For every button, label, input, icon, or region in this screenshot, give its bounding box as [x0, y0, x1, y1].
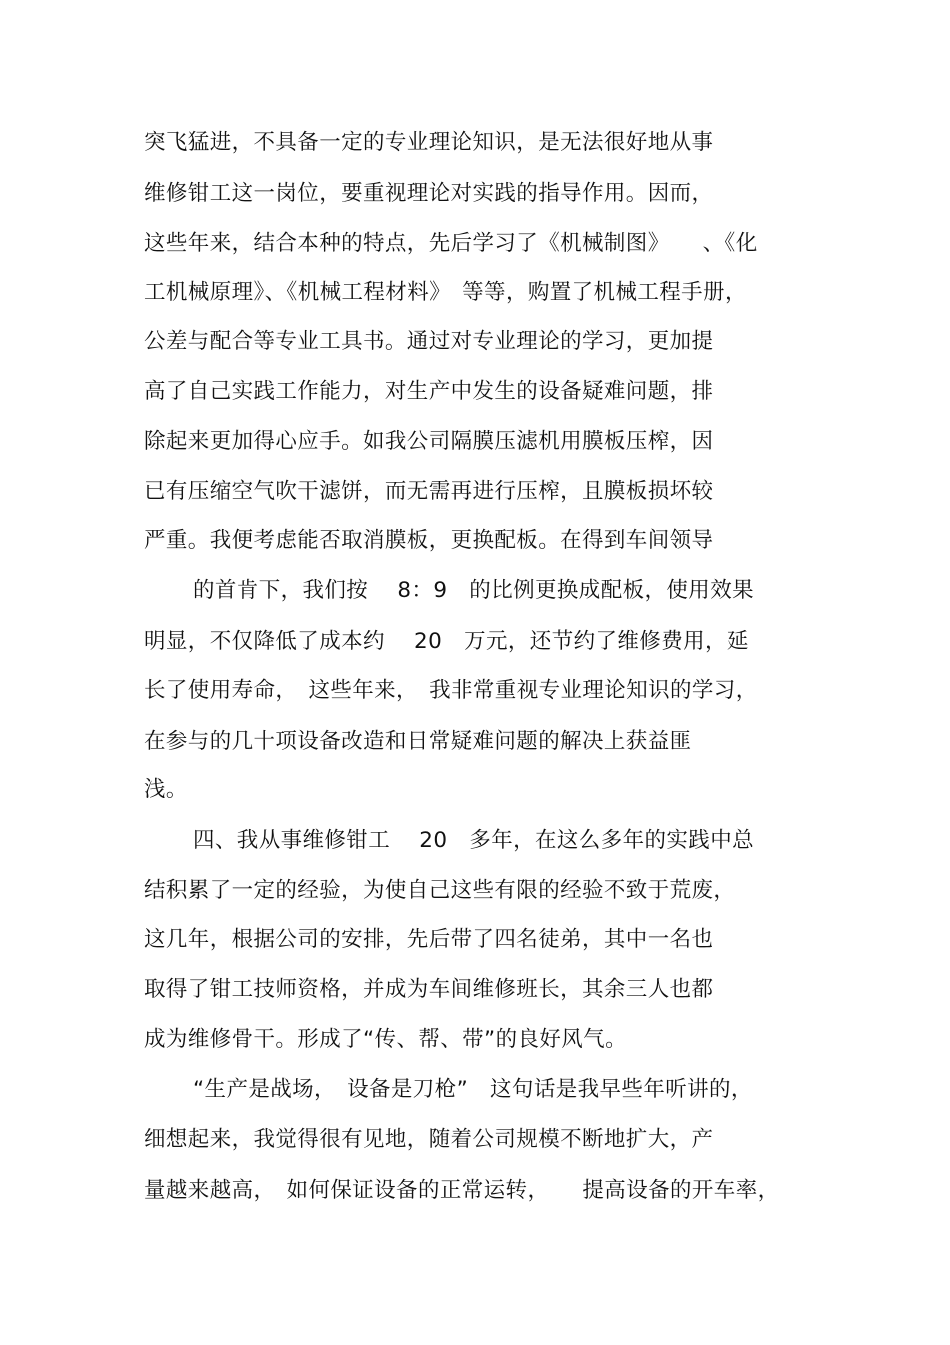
text-line: 这些年来，结合本种的特点，先后学习了《机械制图》 、《化	[144, 231, 758, 256]
text-line: 严重。我便考虑能否取消膜板，更换配板。在得到车间领导	[144, 528, 714, 553]
text-line: 除起来更加得心应手。如我公司隔膜压滤机用膜板压榨，因	[144, 429, 714, 454]
text-line: 量越来越高， 如何保证设备的正常运转， 提高设备的开车率，	[144, 1178, 780, 1203]
text-line: 结积累了一定的经验，为使自己这些有限的经验不致于荒废，	[144, 878, 736, 903]
text-line: 已有压缩空气吹干滤饼，而无需再进行压榨，且膜板损坏较	[144, 479, 714, 504]
text-line: 的首肯下，我们按 8：9 的比例更换成配板，使用效果	[193, 578, 754, 603]
text-line: 工机械原理》、《机械工程材料》 等等，购置了机械工程手册，	[144, 280, 747, 305]
text-line: 高了自己实践工作能力，对生产中发生的设备疑难问题，排	[144, 379, 714, 404]
text-line: 公差与配合等专业工具书。通过对专业理论的学习，更加提	[144, 329, 714, 354]
text-line: 浅。	[144, 777, 188, 802]
text-line: 四、我从事维修钳工 20 多年，在这么多年的实践中总	[193, 828, 754, 853]
text-line: 长了使用寿命， 这些年来， 我非常重视专业理论知识的学习，	[144, 678, 758, 703]
text-line: “生产是战场， 设备是刀枪” 这句话是我早些年听讲的，	[193, 1077, 753, 1102]
text-line: 细想起来，我觉得很有见地，随着公司规模不断地扩大，产	[144, 1127, 714, 1152]
text-line: 明显，不仅降低了成本约 20 万元，还节约了维修费用，延	[144, 629, 749, 654]
text-line: 突飞猛进，不具备一定的专业理论知识，是无法很好地从事	[144, 130, 714, 155]
text-line: 成为维修骨干。形成了“传、帮、带”的良好风气。	[144, 1027, 627, 1052]
text-line: 这几年，根据公司的安排，先后带了四名徒弟，其中一名也	[144, 927, 714, 952]
text-line: 取得了钳工技师资格，并成为车间维修班长，其余三人也都	[144, 977, 714, 1002]
text-line: 维修钳工这一岗位，要重视理论对实践的指导作用。因而，	[144, 181, 714, 206]
text-line: 在参与的几十项设备改造和日常疑难问题的解决上获益匪	[144, 729, 692, 754]
